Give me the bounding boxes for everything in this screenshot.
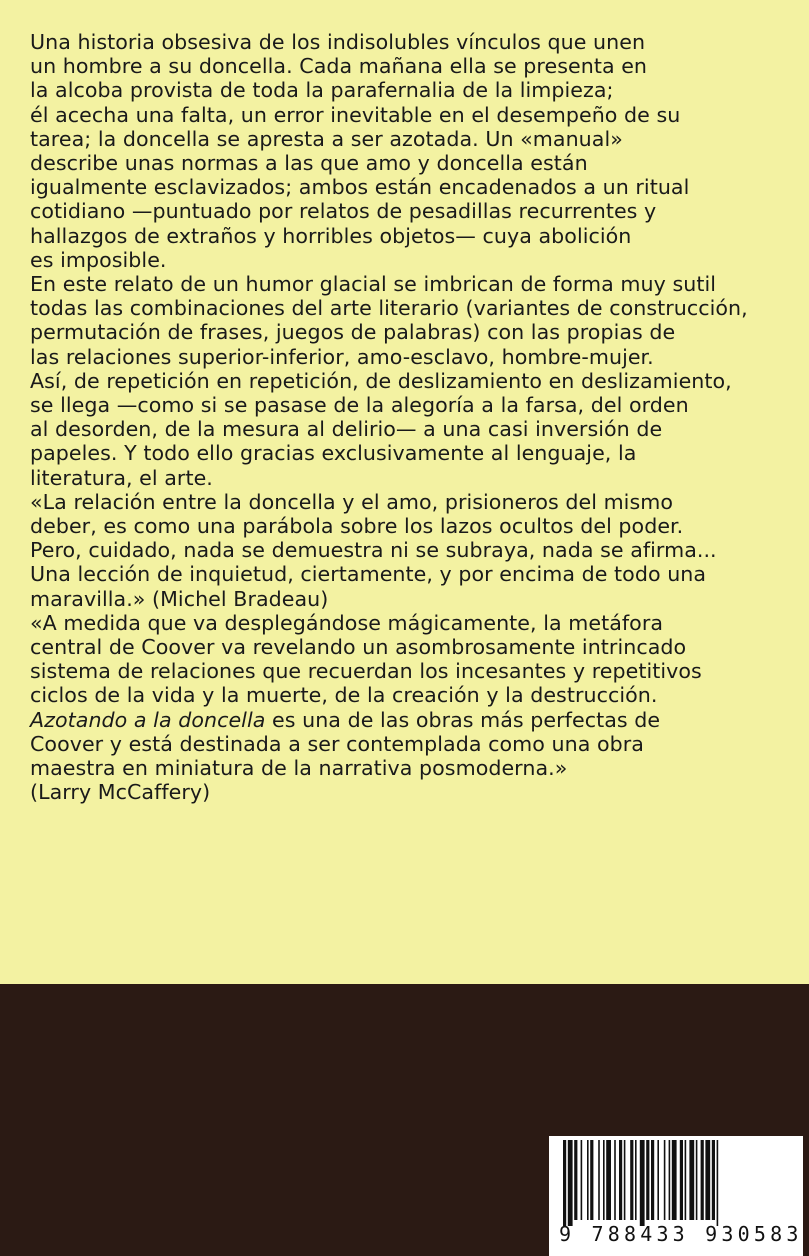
barcode-bar (717, 1140, 719, 1226)
blurb-line: literatura, el arte. (30, 465, 213, 490)
blurb-line: igualmente esclavizados; ambos están encadenados a un ritual (30, 175, 690, 200)
quote-line (30, 708, 800, 732)
barcode-bar (669, 1140, 671, 1220)
barcode-bar (672, 1140, 677, 1220)
barcode-bar (603, 1140, 605, 1220)
blurb-line: se llega —como si se pasase de la alegoría a la farsa, del orden (30, 393, 689, 418)
blurb-line: él acecha una falta, un error inevitable en el desempeño de su (30, 102, 681, 127)
quote-line: central de Coover va revelando un asombrosamente intrincado (30, 635, 687, 660)
barcode-bar (664, 1140, 666, 1220)
barcode-bar (635, 1140, 637, 1220)
barcode-bar (619, 1140, 622, 1220)
quote-line: Pero, cuidado, nada se demuestra ni se subraya, nada se afirma... (30, 538, 717, 563)
blurb-line: Así, de repetición en repetición, de deslizamiento en deslizamiento, (30, 368, 732, 393)
barcode-bar (624, 1140, 626, 1220)
barcode-bar (689, 1140, 694, 1220)
blurb-line: permutación de frases, juegos de palabras) con las propias de (30, 320, 676, 345)
barcode-bar (590, 1140, 593, 1220)
quote-line: sistema de relaciones que recuerdan los incesantes y repetitivos (30, 659, 702, 684)
blurb-line: En este relato de un humor glacial se imbrican de forma muy sutil (30, 272, 717, 297)
blurb-line: la alcoba provista de toda la parafernalia de la limpieza; (30, 78, 614, 103)
blurb-line: al desorden, de la mesura al delirio— a una casi inversión de (30, 417, 663, 442)
barcode-bar (630, 1140, 633, 1220)
barcode-bar (581, 1140, 583, 1220)
blurb-line: hallazgos de extraños y horribles objetos— cuya abolición (30, 223, 632, 248)
barcode-bar (712, 1140, 715, 1220)
quote-attribution: (Larry McCaffery) (30, 780, 211, 805)
barcode-bar (685, 1140, 687, 1220)
blurb-line: tarea; la doncella se apresta a ser azotada. Un «manual» (30, 126, 623, 151)
blurb-line: papeles. Y todo ello gracias exclusivamente al lenguaje, la (30, 441, 637, 466)
barcode-bar (705, 1140, 710, 1220)
barcode-bar (606, 1140, 611, 1220)
barcode-bar (651, 1140, 654, 1220)
blurb-line: las relaciones superior-inferior, amo-esclavo, hombre-mujer. (30, 344, 654, 369)
barcode-bar (568, 1140, 573, 1226)
barcode-bar (574, 1140, 577, 1220)
quote-line: «La relación entre la doncella y el amo, prisioneros del mismo (30, 489, 673, 514)
quote-line: ciclos de la vida y la muerte, de la creación y la destrucción. (30, 683, 658, 708)
quote-line-rest: es una de las obras más perfectas de (265, 707, 661, 732)
blurb-line: cotidiano —puntuado por relatos de pesadillas recurrentes y (30, 199, 657, 224)
barcode-bar (598, 1140, 600, 1220)
blurb-line: Una historia obsesiva de los indisolubles vínculos que unen (30, 30, 646, 54)
quote-line: Una lección de inquietud, ciertamente, y por encima de todo una (30, 562, 707, 587)
barcode-bar (614, 1140, 616, 1220)
quote-line: maestra en miniatura de la narrativa posmoderna.» (30, 756, 568, 781)
barcode-bar (657, 1140, 659, 1220)
barcode-bar (587, 1140, 589, 1220)
blurb-text (30, 30, 800, 805)
barcode-bar (563, 1140, 566, 1226)
barcode-bar (680, 1140, 683, 1220)
quote-line: «A medida que va desplegándose mágicamente, la metáfora (30, 610, 664, 635)
quote-line: Coover y está destinada a ser contemplada como una obra (30, 731, 644, 756)
blurb-line: es imposible. (30, 247, 167, 272)
blurb-line: un hombre a su doncella. Cada mañana ella se presenta en (30, 54, 648, 79)
blurb-line: describe unas normas a las que amo y doncella están (30, 151, 588, 176)
barcode-bar (646, 1140, 649, 1220)
barcode-bar (696, 1140, 698, 1220)
quote-line: maravilla.» (Michel Bradeau) (30, 586, 329, 611)
blurb-line: todas las combinaciones del arte literario (variantes de construcción, (30, 296, 748, 321)
barcode-bar (640, 1140, 645, 1226)
barcode-bar (701, 1140, 704, 1220)
barcode (549, 1136, 803, 1256)
quote-line: deber, es como una parábola sobre los lazos ocultos del poder. (30, 514, 684, 539)
book-title-italic: Azotando a la doncella (30, 707, 266, 732)
isbn-number: 9 788433 930583 (559, 1222, 803, 1246)
